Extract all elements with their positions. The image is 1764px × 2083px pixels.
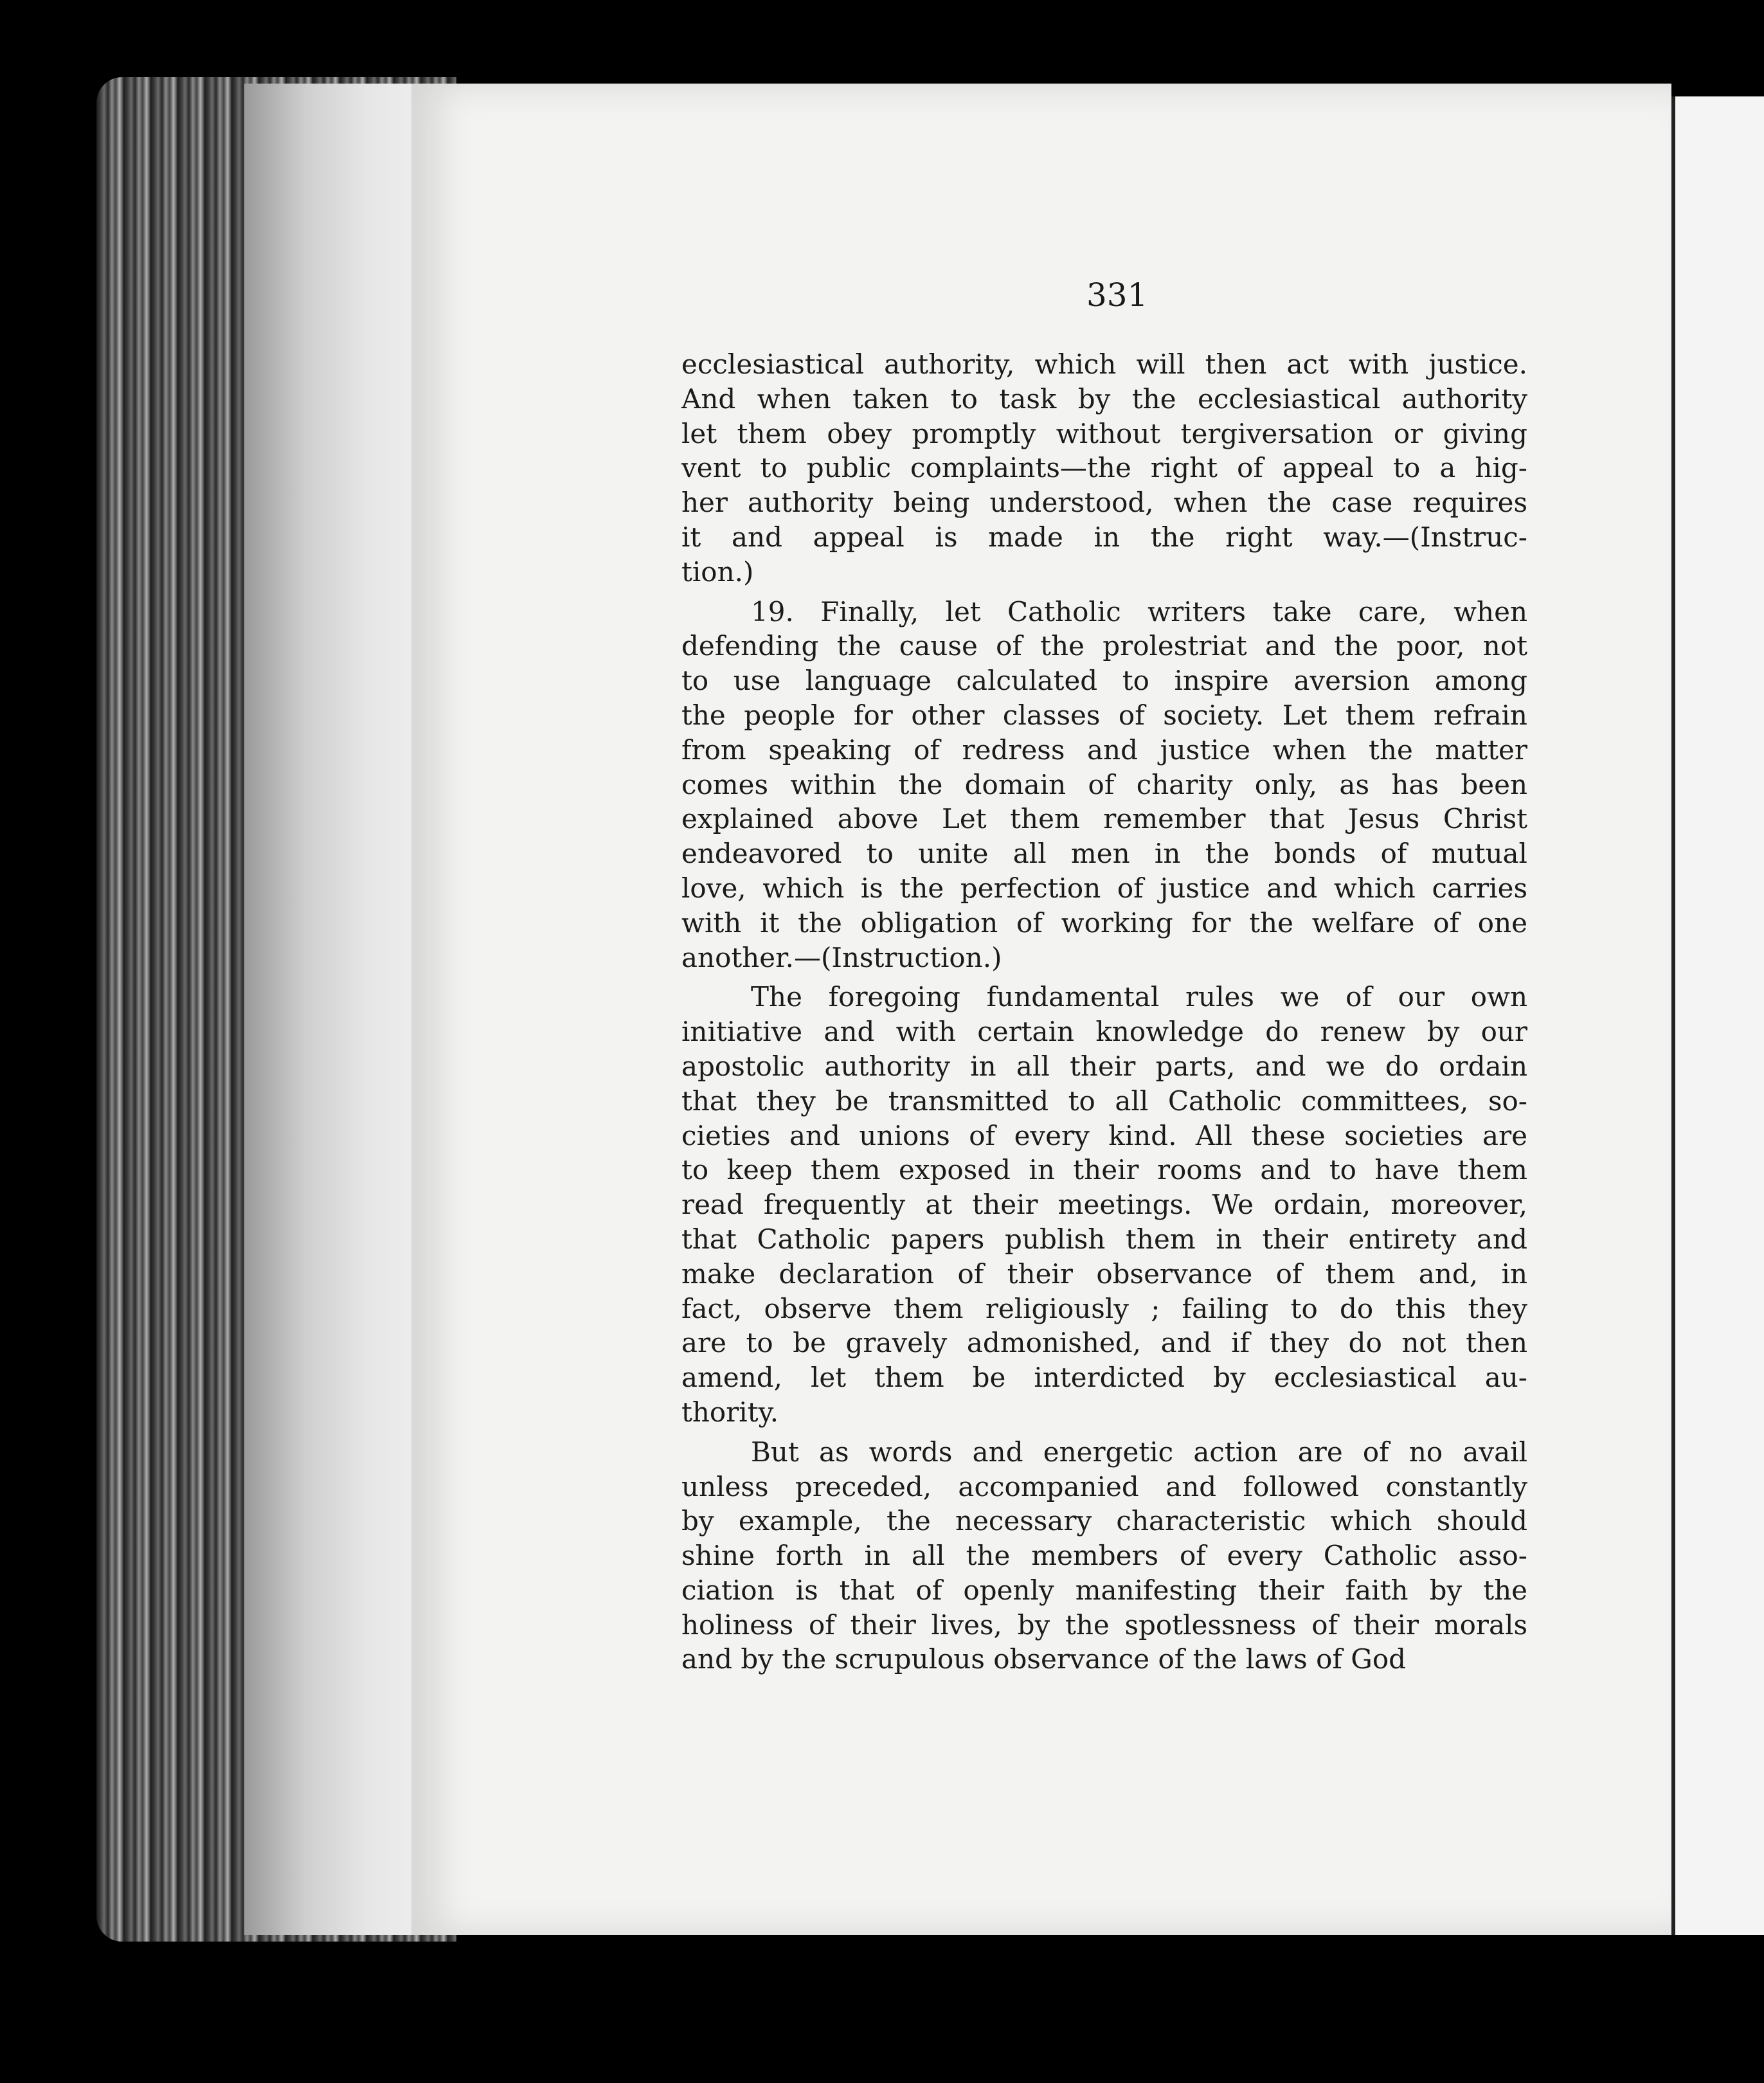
- text-line: with it the obligation of working for the welfare of one: [681, 906, 1527, 939]
- text-line: shine forth in all the members of every Catholic asso-: [681, 1540, 1527, 1572]
- text-line: 19. Finally, let Catholic writers take care, when: [751, 595, 1527, 627]
- text-line: ecclesiastical authority, which will then act with justice.: [681, 348, 1527, 380]
- text-line: that they be transmitted to all Catholic committees, so-: [681, 1085, 1527, 1117]
- text-line: read frequently at their meetings. We ordain, moreover,: [681, 1189, 1527, 1221]
- text-line: by example, the necessary characteristic which should: [681, 1505, 1527, 1537]
- page-body-text: [681, 347, 1527, 1677]
- paragraph-gap: [681, 590, 1527, 595]
- text-line: to use language calculated to inspire aversion among: [681, 665, 1527, 697]
- text-line: amend, let them be interdicted by ecclesiastical au-: [681, 1362, 1527, 1394]
- text-line: to keep them exposed in their rooms and to have them: [681, 1154, 1527, 1186]
- text-line: it and appeal is made in the right way.—(Instruc-: [681, 521, 1527, 553]
- text-line: and by the scrupulous observance of the laws of God: [681, 1643, 1406, 1675]
- text-line: fact, observe them religiously ; failing to do this they: [681, 1292, 1527, 1324]
- next-page-edge: [1671, 96, 1764, 1935]
- paragraph: [681, 980, 1527, 1429]
- paragraph: [681, 347, 1527, 590]
- text-line: that Catholic papers publish them in their entirety and: [681, 1223, 1527, 1255]
- text-line: are to be gravely admonished, and if they do not then: [681, 1327, 1527, 1359]
- page-number: 331: [1086, 276, 1148, 314]
- text-line: comes within the domain of charity only, as has been: [681, 768, 1527, 800]
- text-line: thority.: [681, 1396, 779, 1428]
- paragraph: [681, 1435, 1527, 1677]
- text-line: cieties and unions of every kind. All these societies are: [681, 1119, 1527, 1151]
- text-line: And when taken to task by the ecclesiastical authority: [681, 383, 1527, 415]
- text-line: her authority being understood, when the case requires: [681, 487, 1527, 519]
- text-line: holiness of their lives, by the spotlessness of their morals: [681, 1609, 1527, 1641]
- text-line: let them obey promptly without tergiversation or giving: [681, 417, 1527, 449]
- text-line: apostolic authority in all their parts, and we do ordain: [681, 1050, 1527, 1082]
- text-line: defending the cause of the prolestriat and the poor, not: [681, 630, 1527, 662]
- text-line: endeavored to unite all men in the bonds of mutual: [681, 838, 1527, 870]
- text-line: make declaration of their observance of them and, in: [681, 1258, 1527, 1290]
- text-line: explained above Let them remember that Jesus Christ: [681, 803, 1527, 835]
- paragraph-gap: [681, 975, 1527, 980]
- text-line: The foregoing fundamental rules we of our own: [751, 981, 1527, 1013]
- text-line: from speaking of redress and justice when the matter: [681, 734, 1527, 766]
- text-line: initiative and with certain knowledge do renew by our: [681, 1016, 1527, 1048]
- text-line: love, which is the perfection of justice and which carries: [681, 872, 1527, 904]
- text-line: vent to public complaints—the right of appeal to a hig-: [681, 452, 1527, 484]
- paragraph: [681, 595, 1527, 975]
- text-line: But as words and energetic action are of no avail: [751, 1436, 1527, 1468]
- paragraph-gap: [681, 1430, 1527, 1435]
- text-line: ciation is that of openly manifesting their faith by the: [681, 1574, 1527, 1606]
- text-line: the people for other classes of society. Let them refrain: [681, 699, 1527, 731]
- text-line: unless preceded, accompanied and followed constantly: [681, 1470, 1527, 1502]
- text-line: another.—(Instruction.): [681, 941, 1002, 973]
- text-line: tion.): [681, 555, 754, 588]
